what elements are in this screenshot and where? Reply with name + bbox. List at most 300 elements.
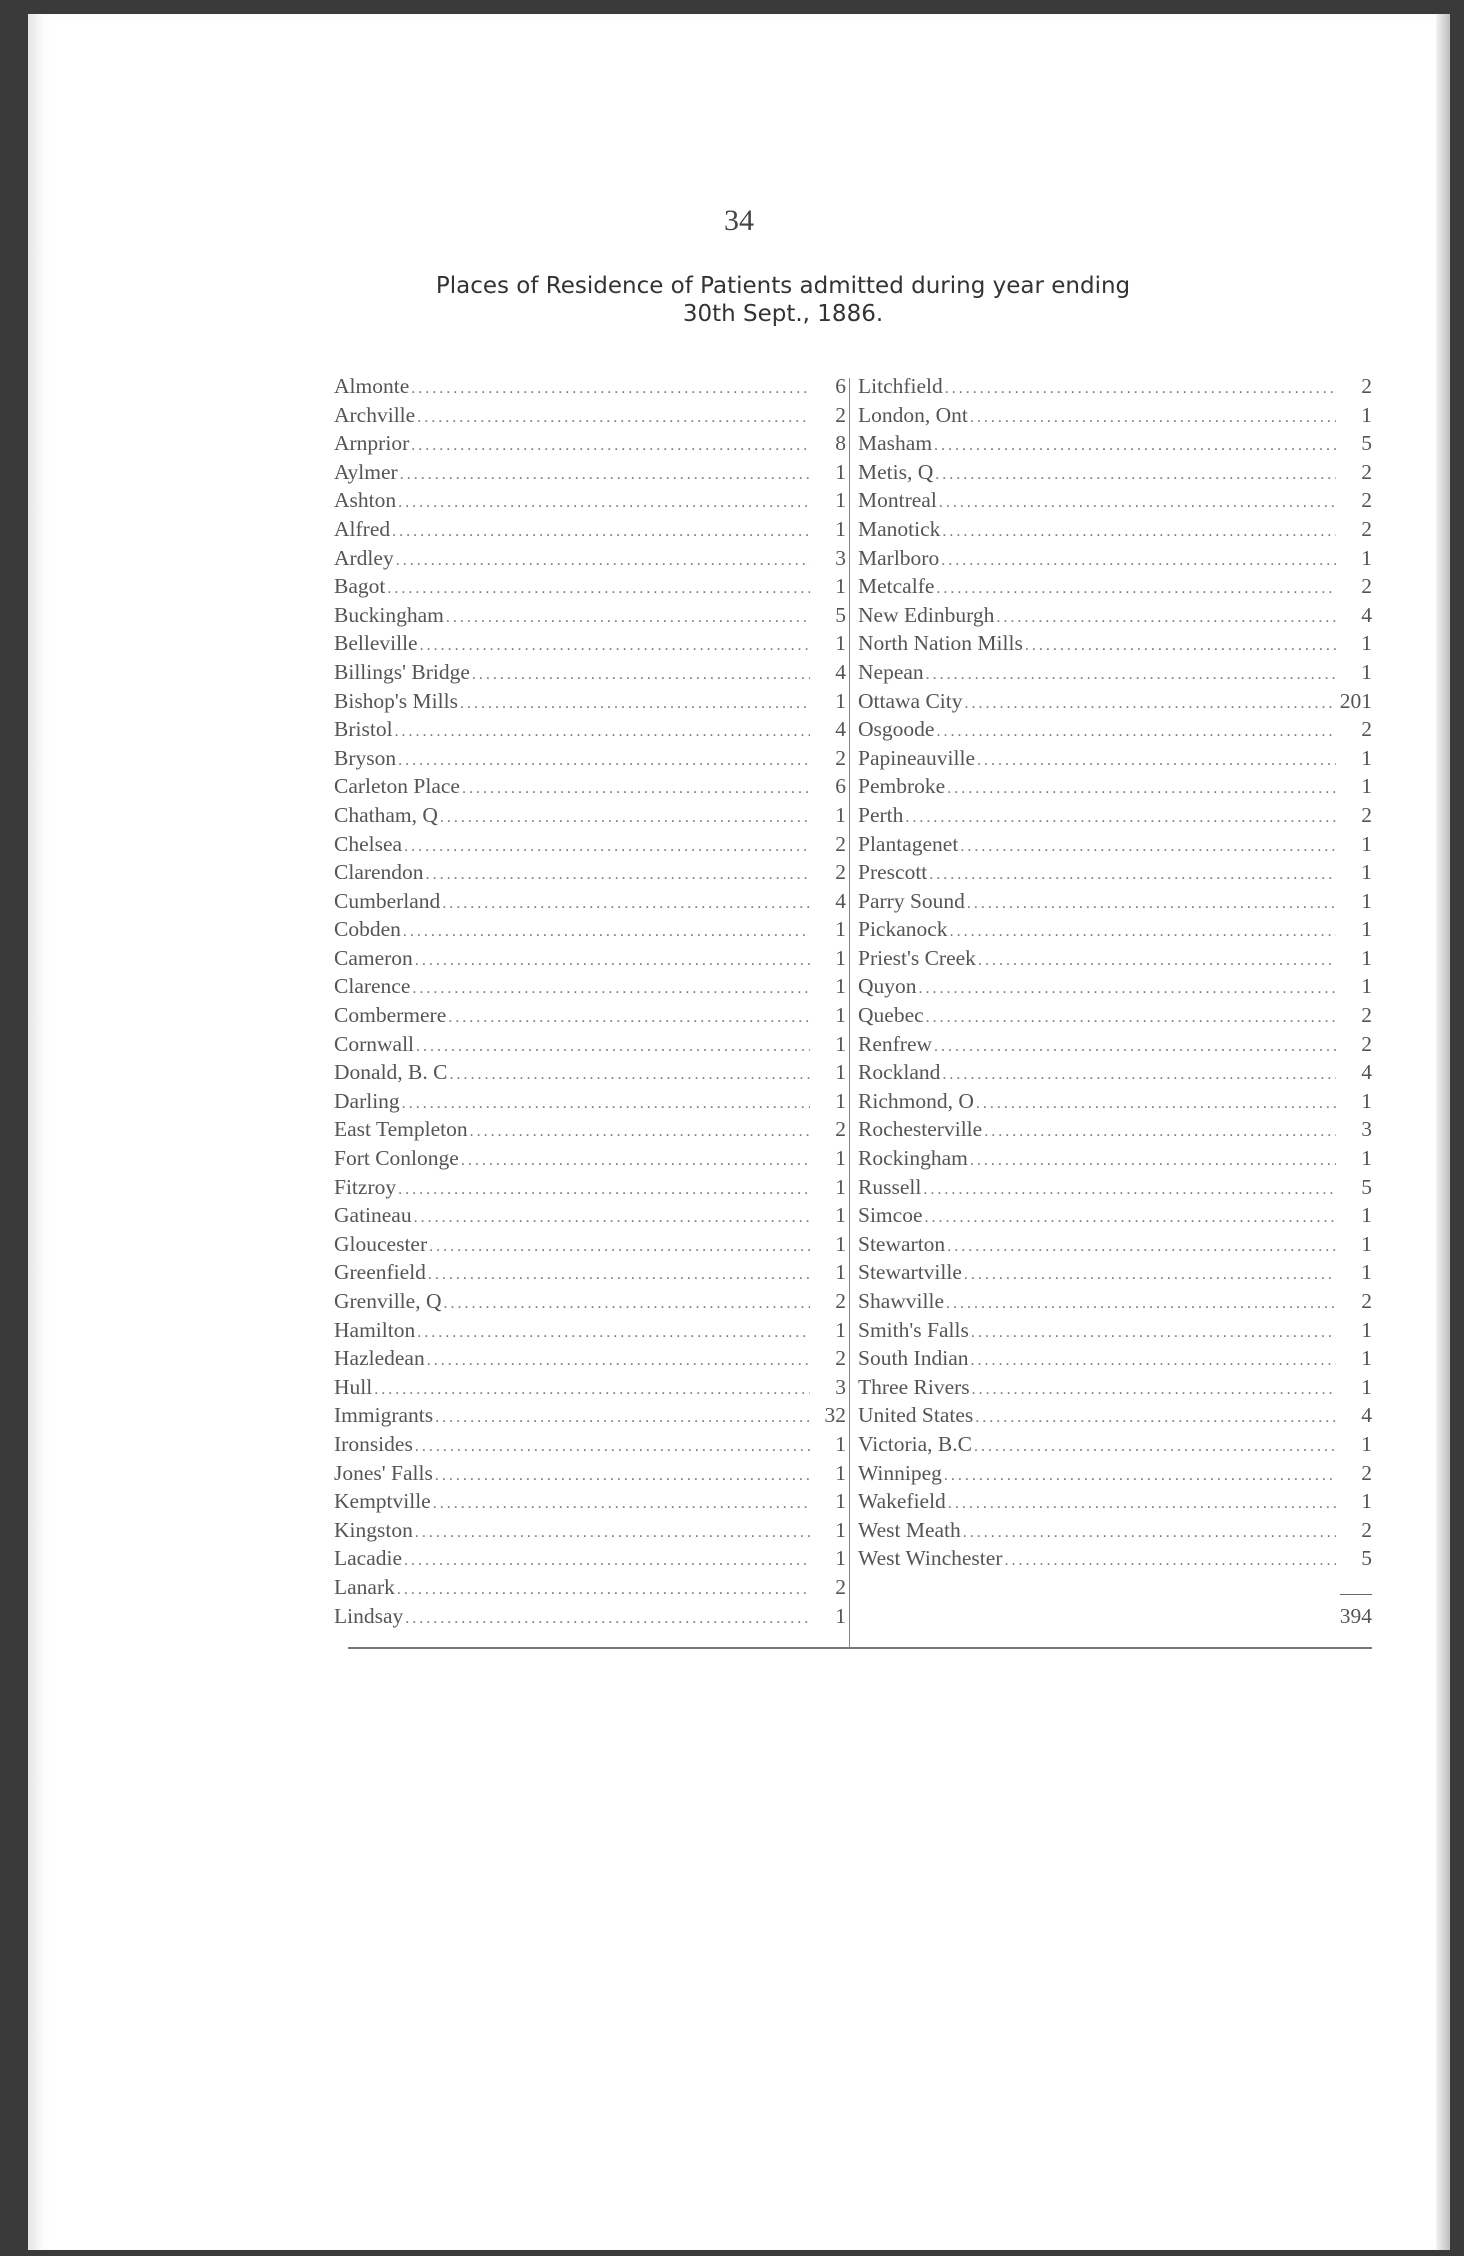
patient-count: 1: [835, 974, 846, 999]
place-name: Bishop's Mills: [334, 688, 458, 713]
dot-leader: [417, 404, 810, 433]
patient-count: 5: [1361, 1174, 1372, 1199]
page-number: 34: [724, 204, 754, 237]
place-name: Pembroke: [858, 774, 946, 799]
residence-row: [858, 915, 1372, 944]
dot-leader: [947, 775, 1336, 804]
residence-row: [858, 1087, 1372, 1116]
place-name: Almonte: [334, 374, 410, 398]
patient-count: 1: [1361, 1231, 1372, 1256]
place-name: Rockland: [858, 1060, 941, 1085]
residence-row: [858, 1487, 1372, 1516]
place-name: Masham: [858, 431, 933, 456]
title-line-1: Places of Residence of Patients admitted during year ending: [435, 273, 1131, 299]
residence-row: [858, 1430, 1372, 1459]
patient-count: 4: [1361, 602, 1372, 627]
patient-count: 1: [1361, 860, 1372, 885]
place-name: Gatineau: [334, 1203, 412, 1228]
residence-row: [334, 972, 846, 1001]
place-name: Simcoe: [858, 1203, 923, 1228]
residence-row: [858, 629, 1372, 658]
patient-count: 5: [835, 602, 846, 627]
place-name: Shawville: [858, 1289, 944, 1313]
place-name: Carleton Place: [334, 774, 460, 799]
place-name: Osgoode: [858, 717, 935, 742]
residence-row: [334, 629, 846, 658]
place-name: Stewarton: [858, 1231, 946, 1256]
dot-leader: [970, 1347, 1336, 1376]
residence-row: [858, 801, 1372, 830]
patient-count: 1: [835, 1146, 846, 1171]
residence-row: [858, 830, 1372, 859]
residence-row: [858, 1001, 1372, 1030]
dot-leader: [448, 1004, 810, 1033]
column-divider: [849, 378, 850, 1648]
dot-leader: [411, 375, 810, 404]
dot-leader: [941, 547, 1336, 576]
patient-count: 3: [835, 1374, 846, 1399]
patient-count: 1: [835, 1231, 846, 1256]
residence-row: [858, 1173, 1372, 1202]
dot-leader: [433, 1490, 810, 1519]
residence-row: [858, 515, 1372, 544]
dot-leader: [926, 1004, 1336, 1033]
dot-leader: [936, 575, 1336, 604]
residence-row: [858, 1287, 1372, 1316]
place-name: Perth: [858, 802, 904, 827]
place-name: Litchfield: [858, 374, 943, 398]
patient-count: 1: [835, 802, 846, 827]
patient-count: 1: [835, 1031, 846, 1056]
residence-row: [334, 1487, 846, 1516]
dot-leader: [415, 1433, 810, 1462]
dot-leader: [944, 1462, 1336, 1491]
place-name: Hull: [334, 1374, 373, 1399]
place-name: Victoria, B.C: [858, 1431, 972, 1456]
dot-leader: [971, 1319, 1336, 1348]
residence-row: [334, 458, 846, 487]
residence-row: [858, 1230, 1372, 1259]
place-name: Fitzroy: [334, 1174, 397, 1199]
patient-count: 1: [835, 917, 846, 942]
dot-leader: [446, 604, 810, 633]
dot-leader: [960, 833, 1336, 862]
patient-count: 3: [835, 545, 846, 570]
place-name: Billings' Bridge: [334, 659, 470, 684]
dot-leader: [934, 432, 1336, 461]
patient-count: 4: [1361, 1403, 1372, 1428]
place-name: Cobden: [334, 917, 401, 942]
dot-leader: [404, 833, 810, 862]
residence-row: [858, 887, 1372, 916]
patient-count: 1: [835, 1431, 846, 1456]
residence-row: [334, 1115, 846, 1144]
total-rule: [1340, 1594, 1372, 1595]
dot-leader: [392, 518, 810, 547]
residence-row: [858, 972, 1372, 1001]
dot-leader: [440, 804, 810, 833]
place-name: Ottawa City: [858, 688, 963, 713]
residence-row: [334, 601, 846, 630]
dot-leader: [974, 1433, 1336, 1462]
patient-count: 1: [835, 1460, 846, 1485]
patient-count: 1: [1361, 917, 1372, 942]
residence-row: [334, 1201, 846, 1230]
dot-leader: [950, 918, 1336, 947]
residence-row: [858, 486, 1372, 515]
patient-count: 1: [1361, 1489, 1372, 1514]
patient-count: 1: [1361, 631, 1372, 656]
residence-row: [858, 1401, 1372, 1430]
dot-leader: [945, 375, 1336, 404]
place-name: Jones' Falls: [334, 1460, 433, 1485]
dot-leader: [948, 1490, 1336, 1519]
patient-count: 1: [835, 1003, 846, 1028]
residence-row: [858, 1516, 1372, 1545]
patient-count: 1: [835, 1088, 846, 1113]
page-right-edge: [1436, 14, 1450, 2250]
dot-leader: [965, 690, 1334, 719]
residence-row: [334, 1459, 846, 1488]
place-name: Grenville, Q: [334, 1289, 442, 1313]
dot-leader: [397, 1576, 810, 1605]
bottom-rule: [348, 1647, 1372, 1649]
patient-count: 2: [835, 745, 846, 770]
patient-count: 2: [835, 1289, 846, 1313]
residence-row: [858, 429, 1372, 458]
place-name: Immigrants: [334, 1403, 434, 1428]
patient-count: 1: [835, 1060, 846, 1085]
dot-leader: [946, 1290, 1336, 1319]
patient-count: 1: [835, 1517, 846, 1542]
residence-row: [858, 1544, 1372, 1573]
place-name: Montreal: [858, 488, 937, 513]
place-name: Clarendon: [334, 860, 424, 885]
residence-row: [858, 458, 1372, 487]
patient-count: 4: [1361, 1060, 1372, 1085]
residence-row: [334, 1516, 846, 1545]
residence-row: [334, 801, 846, 830]
place-name: Hamilton: [334, 1317, 416, 1342]
dot-leader: [942, 518, 1336, 547]
patient-count: 1: [835, 1260, 846, 1285]
patient-count: 4: [835, 888, 846, 913]
residence-table: [306, 372, 1372, 1662]
dot-leader: [374, 1376, 810, 1405]
place-name: Metcalfe: [858, 574, 935, 599]
place-name: Combermere: [334, 1003, 447, 1028]
residence-row: [334, 1087, 846, 1116]
patient-count: 2: [1361, 574, 1372, 599]
place-name: Ashton: [334, 488, 397, 513]
patient-count: 1: [1361, 888, 1372, 913]
page-left-edge: [28, 14, 46, 2250]
patient-count: 1: [835, 1546, 846, 1571]
dot-leader: [919, 975, 1336, 1004]
place-name: Rochesterville: [858, 1117, 983, 1142]
place-name: Chelsea: [334, 831, 403, 856]
place-name: Parry Sound: [858, 888, 965, 913]
dot-leader: [967, 890, 1336, 919]
place-name: Lanark: [334, 1574, 395, 1599]
residence-row: [858, 1258, 1372, 1287]
patient-count: 1: [1361, 1431, 1372, 1456]
dot-leader: [970, 1147, 1336, 1176]
residence-row: [334, 1230, 846, 1259]
residence-row: [334, 658, 846, 687]
place-name: Bryson: [334, 745, 397, 770]
residence-row: [334, 830, 846, 859]
place-name: Quyon: [858, 974, 917, 999]
dot-leader: [935, 461, 1336, 490]
title-line-2: 30th Sept., 1886.: [682, 301, 884, 327]
residence-row: [858, 372, 1372, 401]
dot-leader: [443, 1290, 810, 1319]
dot-leader: [939, 489, 1336, 518]
dot-leader: [964, 1261, 1336, 1290]
patient-count: 1: [835, 688, 846, 713]
patient-count: 2: [1361, 374, 1372, 398]
place-name: Cumberland: [334, 888, 441, 913]
patient-count: 2: [835, 1574, 846, 1599]
residence-row: [858, 658, 1372, 687]
dot-leader: [387, 575, 810, 604]
dot-leader: [942, 1061, 1336, 1090]
residence-row: [858, 715, 1372, 744]
patient-count: 1: [835, 1489, 846, 1514]
place-name: Smith's Falls: [858, 1317, 969, 1342]
place-name: Manotick: [858, 516, 941, 541]
dot-leader: [414, 1204, 810, 1233]
place-name: Buckingham: [334, 602, 444, 627]
patient-count: 1: [1361, 1146, 1372, 1171]
place-name: North Nation Mills: [858, 631, 1023, 656]
place-name: Plantagenet: [858, 831, 959, 856]
dot-leader: [398, 1176, 810, 1205]
residence-row: [334, 486, 846, 515]
dot-leader: [972, 1376, 1336, 1405]
place-name: Arnprior: [334, 431, 410, 456]
residence-row: [334, 1401, 846, 1430]
dot-leader: [427, 1347, 810, 1376]
residence-row: [334, 515, 846, 544]
place-name: Clarence: [334, 974, 411, 999]
patient-count: 1: [1361, 402, 1372, 427]
patient-count: 2: [1361, 802, 1372, 827]
page-title: [278, 272, 1288, 328]
place-name: Renfrew: [858, 1031, 933, 1056]
residence-row: [858, 1373, 1372, 1402]
residence-row: [858, 1058, 1372, 1087]
patient-count: 1: [1361, 545, 1372, 570]
residence-row: [858, 944, 1372, 973]
place-name: East Templeton: [334, 1117, 468, 1142]
place-name: Priest's Creek: [858, 945, 976, 970]
place-name: United States: [858, 1403, 974, 1428]
place-name: Alfred: [334, 516, 391, 541]
patient-count: 2: [1361, 488, 1372, 513]
residence-row: [858, 1030, 1372, 1059]
place-name: West Meath: [858, 1517, 961, 1542]
patient-count: 2: [1361, 459, 1372, 484]
dot-leader: [905, 804, 1336, 833]
place-name: Richmond, O: [858, 1088, 974, 1113]
place-name: West Winchester: [858, 1546, 1003, 1571]
residence-row: [334, 1430, 846, 1459]
residence-row: [334, 1573, 846, 1602]
patient-count: 2: [1361, 516, 1372, 541]
dot-leader: [461, 1147, 810, 1176]
dot-leader: [1004, 1547, 1336, 1576]
patient-count: 1: [835, 945, 846, 970]
patient-count: 4: [835, 717, 846, 742]
dot-leader: [462, 775, 810, 804]
place-name: Three Rivers: [858, 1374, 970, 1399]
place-name: Kemptville: [334, 1489, 431, 1514]
patient-count: 2: [835, 1346, 846, 1371]
dot-leader: [926, 661, 1336, 690]
dot-leader: [403, 918, 810, 947]
place-name: Ardley: [334, 545, 394, 570]
patient-count: 6: [835, 374, 846, 398]
residence-row: [334, 687, 846, 716]
place-name: Chatham, Q: [334, 802, 438, 827]
place-name: Cameron: [334, 945, 413, 970]
place-name: Prescott: [858, 860, 928, 885]
dot-leader: [416, 1033, 810, 1062]
place-name: New Edinburgh: [858, 602, 995, 627]
place-name: Wakefield: [858, 1489, 946, 1514]
dot-leader: [426, 861, 810, 890]
residence-row: [334, 1287, 846, 1316]
place-name: Aylmer: [334, 459, 398, 484]
place-name: Fort Conlonge: [334, 1146, 459, 1171]
dot-leader: [400, 461, 810, 490]
dot-leader: [417, 1319, 810, 1348]
document-page: [28, 14, 1450, 2250]
residence-row: [334, 1030, 846, 1059]
patient-count: 201: [1339, 688, 1372, 713]
patient-count: 2: [835, 860, 846, 885]
residence-row: [858, 544, 1372, 573]
dot-leader: [1025, 632, 1336, 661]
dot-leader: [936, 718, 1336, 747]
dot-leader: [970, 404, 1336, 433]
residence-row: [334, 1544, 846, 1573]
patient-count: 1: [1361, 1317, 1372, 1342]
place-name: Ironsides: [334, 1431, 413, 1456]
residence-column-right: [858, 372, 1372, 1573]
place-name: Archville: [334, 402, 416, 427]
dot-leader: [415, 947, 810, 976]
patient-count: 2: [835, 1117, 846, 1142]
patient-count: 1: [1361, 774, 1372, 799]
place-name: Lindsay: [334, 1603, 404, 1628]
patient-count: 8: [835, 431, 846, 456]
dot-leader: [976, 1090, 1336, 1119]
patient-count: 1: [835, 1603, 846, 1628]
place-name: Cornwall: [334, 1031, 415, 1056]
residence-row: [334, 944, 846, 973]
dot-leader: [435, 1404, 810, 1433]
patient-count: 1: [835, 1174, 846, 1199]
dot-leader: [442, 890, 810, 919]
total-count: 394: [1339, 1604, 1372, 1628]
dot-leader: [963, 1519, 1336, 1548]
patient-count: 1: [835, 631, 846, 656]
dot-leader: [996, 604, 1336, 633]
patient-count: 2: [1361, 1289, 1372, 1313]
residence-row: [858, 1115, 1372, 1144]
patient-count: 1: [835, 488, 846, 513]
patient-count: 1: [835, 459, 846, 484]
residence-row: [334, 1602, 846, 1631]
place-name: Bristol: [334, 717, 393, 742]
patient-count: 1: [835, 1317, 846, 1342]
dot-leader: [472, 661, 810, 690]
patient-count: 4: [835, 659, 846, 684]
patient-count: 1: [1361, 745, 1372, 770]
residence-row: [334, 715, 846, 744]
place-name: Kingston: [334, 1517, 413, 1542]
place-name: Rockingham: [858, 1146, 968, 1171]
residence-row: [334, 544, 846, 573]
residence-row: [334, 1173, 846, 1202]
dot-leader: [449, 1061, 810, 1090]
place-name: Bagot: [334, 574, 386, 599]
place-name: Pickanock: [858, 917, 948, 942]
residence-row: [334, 858, 846, 887]
residence-row: [858, 1201, 1372, 1230]
place-name: Nepean: [858, 659, 924, 684]
place-name: Marlboro: [858, 545, 940, 570]
residence-row: [858, 1459, 1372, 1488]
patient-count: 1: [835, 516, 846, 541]
place-name: South Indian: [858, 1346, 969, 1371]
patient-count: 2: [1361, 1031, 1372, 1056]
dot-leader: [411, 432, 810, 461]
dot-leader: [404, 1547, 810, 1576]
patient-count: 5: [1361, 1546, 1372, 1571]
dot-leader: [947, 1233, 1336, 1262]
residence-row: [858, 601, 1372, 630]
patient-count: 1: [1361, 831, 1372, 856]
dot-leader: [398, 747, 810, 776]
residence-row: [334, 1058, 846, 1087]
dot-leader: [977, 747, 1336, 776]
place-name: Winnipeg: [858, 1460, 942, 1485]
residence-row: [334, 772, 846, 801]
patient-count: 1: [1361, 974, 1372, 999]
place-name: Greenfield: [334, 1260, 426, 1285]
residence-row: [334, 572, 846, 601]
dot-leader: [929, 861, 1336, 890]
residence-row: [858, 1344, 1372, 1373]
residence-row: [334, 429, 846, 458]
dot-leader: [429, 1233, 810, 1262]
patient-count: 2: [1361, 1517, 1372, 1542]
dot-leader: [975, 1404, 1336, 1433]
place-name: Gloucester: [334, 1231, 428, 1256]
place-name: Donald, B. C: [334, 1060, 448, 1085]
dot-leader: [470, 1118, 810, 1147]
dot-leader: [396, 547, 810, 576]
patient-count: 1: [1361, 945, 1372, 970]
dot-leader: [923, 1176, 1336, 1205]
dot-leader: [934, 1033, 1336, 1062]
patient-count: 1: [1361, 1260, 1372, 1285]
residence-row: [334, 1316, 846, 1345]
